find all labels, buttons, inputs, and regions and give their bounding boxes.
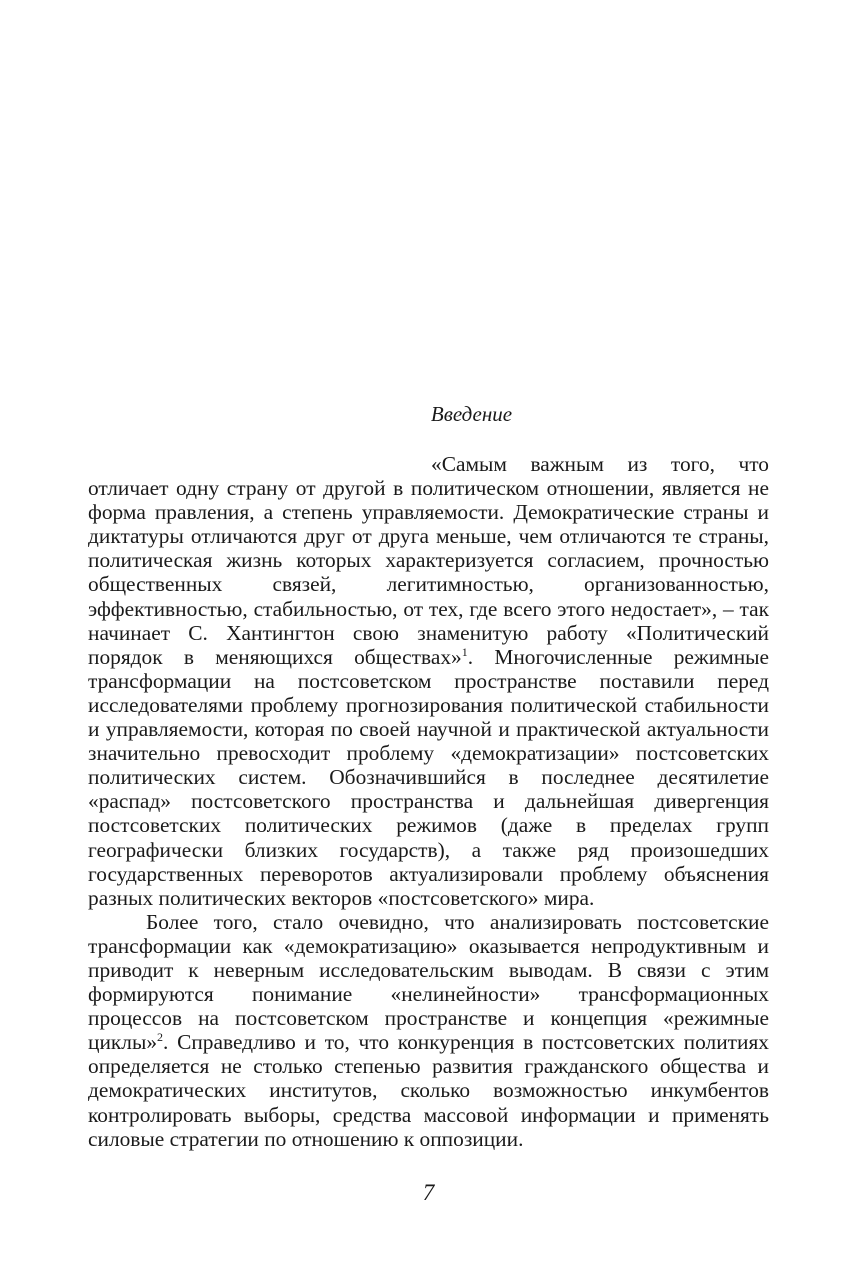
paragraph-2-text-a: Более того, стало очевидно, что анализировать постсоветские трансформации как «демократизацию» оказывается непродуктивным и приводит к неверным исследовательским выводам. В связи с этим формируются понимание «нелинейности» трансформационных процессов на постсоветском пространстве и концепция «режимные циклы» xyxy=(88,909,769,1055)
page-number: 7 xyxy=(422,1180,435,1205)
body-text xyxy=(88,452,769,1151)
footnote-ref-2: 2 xyxy=(157,1030,164,1045)
paragraph-1-text-a: «Самым важным из того, что отличает одну страну от другой в политическом отношении, является не форма правления, а степень управляемости. Демократические страны и диктатуры отличаются друг от друга меньше, чем отличаются те страны, политическая жизнь которых характеризуется согласием, прочностью общественных связей, легитимностью, организованностью, эффективностью, стабильностью, от тех, где всего этого недостает», – так начинает С. Хантингтон свою знаменитую работу «Политический порядок в меняющихся обществах» xyxy=(88,452,769,669)
paragraph-2 xyxy=(88,910,769,1151)
paragraph-2-text-b: . Справедливо и то, что конкуренция в постсоветских политиях определяется не столько степенью развития гражданского общества и демократических институтов, сколько возможностью инкумбентов контролировать выборы, средства массовой информации и применять силовые стратегии по отношению к оппозиции. xyxy=(88,1030,769,1151)
paragraph-1 xyxy=(88,452,769,910)
paragraph-1-text-b: . Многочисленные режимные трансформации на постсоветском пространстве поставили перед исследователями проблему прогнозирования политической стабильности и управляемости, которая по своей научной и практической актуальности значительно превосходит проблему «демократизации» постсоветских политических систем. Обозначившийся в последнее десятилетие «распад» постсоветского пространства и дальнейшая дивергенция постсоветских политических режимов (даже в пределах групп географически близких государств), а также ряд произошедших государственных переворотов актуализировали проблему объяснения разных политических векторов «постсоветского» мира. xyxy=(88,644,770,910)
footnote-ref-1: 1 xyxy=(461,644,468,659)
section-heading: Введение xyxy=(430,402,513,426)
